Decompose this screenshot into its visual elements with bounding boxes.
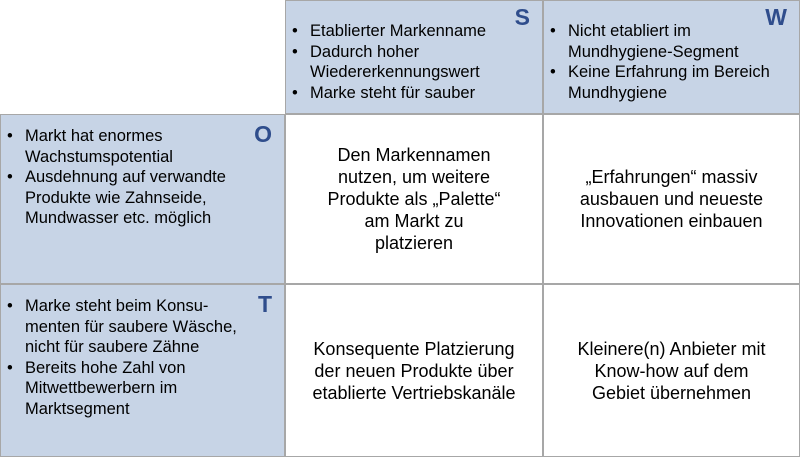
weakness-item: • Nicht etabliert im Mundhygiene-Segment [546,21,771,62]
opportunities-letter: O [254,121,272,147]
threats-list [3,296,248,419]
st-strategy-text: Konsequente Platzierung der neuen Produkte über etablierte Vertriebskanäle [312,338,516,403]
strength-item: • Dadurch hoher Wiedererkennungswert [288,42,510,83]
wt-strategy-cell [543,284,800,457]
st-strategy-cell [285,284,543,457]
weaknesses-cell [543,0,800,114]
threat-item: • Marke steht beim Konsu-menten für saubere Wäsche, nicht für saubere Zähne [3,296,248,358]
wt-strategy-text: Kleinere(n) Anbieter mit Know-how auf dem Gebiet übernehmen [577,338,766,403]
opportunity-item: • Markt hat enormes Wachstumspotential [3,126,258,167]
opportunities-cell [0,114,285,284]
so-strategy-text: Den Markennamen nutzen, um weitere Produkte als „Palette“ am Markt zu platzieren [327,145,501,253]
weakness-item: • Keine Erfahrung im Bereich Mundhygiene [546,62,771,103]
strength-item: • Etablierter Markenname [288,21,510,42]
opportunity-item: • Ausdehnung auf verwandte Produkte wie Zahnseide, Mundwasser etc. möglich [3,167,258,229]
wo-strategy-text: „Erfahrungen“ massiv ausbauen und neueste Innovationen einbauen [579,167,764,231]
opportunities-list [3,126,258,229]
wo-strategy-cell [543,114,800,284]
strengths-letter: S [514,4,530,30]
so-strategy-cell [285,114,543,284]
weaknesses-letter: W [765,4,787,30]
weaknesses-list [546,21,771,103]
strengths-cell [285,0,543,114]
corner-cell [0,0,285,114]
strength-item: • Marke steht für sauber [288,83,510,104]
strengths-list [288,21,510,103]
threats-cell [0,284,285,457]
threat-item: • Bereits hohe Zahl von Mitwettbewerbern im Marktsegment [3,358,248,420]
threats-letter: T [257,291,272,317]
